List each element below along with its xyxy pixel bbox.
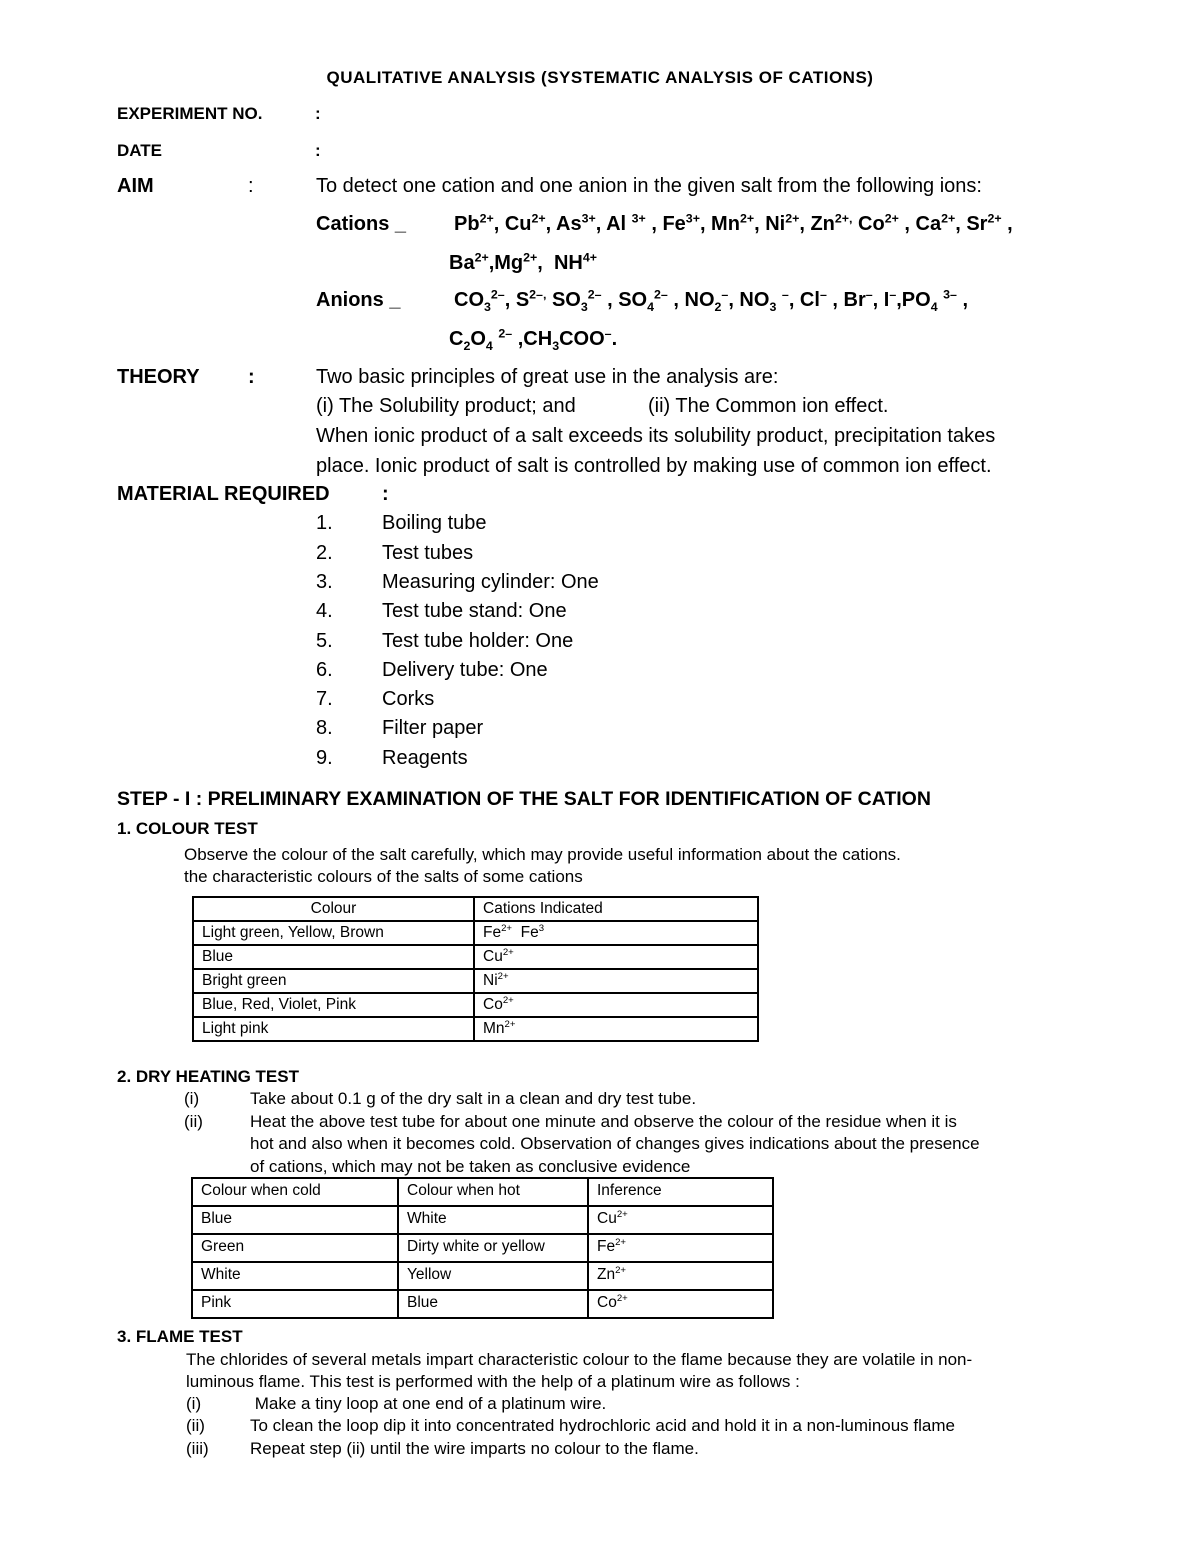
material-item: Measuring cylinder: One bbox=[382, 571, 599, 593]
material-item: Test tube holder: One bbox=[382, 630, 574, 652]
material-num: 6. bbox=[316, 659, 333, 681]
table-cell: $Cu^{2+}$ bbox=[588, 1206, 773, 1234]
table-cell: Yellow bbox=[398, 1262, 588, 1290]
material-item: Corks bbox=[382, 688, 435, 710]
experiment-colon: : bbox=[315, 104, 321, 123]
table-header: Colour when hot bbox=[398, 1178, 588, 1206]
dry-heating-heading: 2. DRY HEATING TEST bbox=[117, 1067, 299, 1086]
theory-line4: place. Ionic product of salt is controlled by making use of common ion effect. bbox=[316, 455, 992, 477]
dry-heating-ii-text2: hot and also when it becomes cold. Observation of changes gives indications about the presence bbox=[250, 1134, 980, 1153]
table-row bbox=[193, 921, 758, 945]
experiment-label: EXPERIMENT NO. bbox=[117, 104, 263, 123]
material-item: Delivery tube: One bbox=[382, 659, 548, 681]
material-colon: : bbox=[382, 483, 389, 505]
table-cell: $Fe^{2+}$ Fe$^3$ bbox=[474, 921, 758, 945]
date-colon: : bbox=[315, 141, 321, 160]
material-num: 8. bbox=[316, 717, 333, 739]
material-num: 3. bbox=[316, 571, 333, 593]
table-cell: Blue bbox=[192, 1206, 398, 1234]
theory-line3: When ionic product of a salt exceeds its solubility product, precipitation takes bbox=[316, 425, 996, 447]
flame-test-heading: 3. FLAME TEST bbox=[117, 1327, 243, 1346]
flame-test-line1: The chlorides of several metals impart characteristic colour to the flame because they are volatile in non- bbox=[186, 1350, 973, 1369]
theory-line2a: (i) The Solubility product; and bbox=[316, 395, 576, 417]
anions-list-line1: $CO_3^{2-}$, $S^{2-,}$ $SO_3^{2-}$ , $SO_4^{2-}$ , $NO_2^-$, $NO_3$ –, Cl– , Br–, $I^-,PO_4$ $^{3-}$ , bbox=[454, 287, 969, 314]
flame-test-iii-label: (iii) bbox=[186, 1439, 209, 1458]
theory-label: THEORY bbox=[117, 366, 200, 388]
table-cell: $Ni^{2+}$ bbox=[474, 969, 758, 993]
aim-colon: : bbox=[248, 175, 254, 197]
table-header: Colour bbox=[193, 897, 474, 921]
aim-label: AIM bbox=[117, 175, 154, 197]
flame-test-ii-label: (ii) bbox=[186, 1416, 205, 1435]
material-num: 4. bbox=[316, 600, 333, 622]
table-row bbox=[192, 1206, 773, 1234]
aim-text: To detect one cation and one anion in the given salt from the following ions: bbox=[316, 175, 982, 197]
table-cell: Light green, Yellow, Brown bbox=[193, 921, 474, 945]
flame-test-i-label: (i) bbox=[186, 1394, 202, 1413]
dry-heating-ii-text1: Heat the above test tube for about one minute and observe the colour of the residue when it is bbox=[250, 1112, 957, 1131]
table-row bbox=[193, 945, 758, 969]
page-title: QUALITATIVE ANALYSIS (SYSTEMATIC ANALYSIS OF CATIONS) bbox=[326, 68, 874, 87]
table-cell: $Fe^{2+}$ bbox=[588, 1234, 773, 1262]
colour-test-heading: 1. COLOUR TEST bbox=[117, 819, 258, 838]
table-cell: Blue bbox=[193, 945, 474, 969]
dry-heating-ii-label: (ii) bbox=[184, 1112, 203, 1131]
table-cell: $Cu^{2+}$ bbox=[474, 945, 758, 969]
material-item: Boiling tube bbox=[382, 512, 487, 534]
material-item: Test tube stand: One bbox=[382, 600, 567, 622]
theory-line1: Two basic principles of great use in the analysis are: bbox=[316, 366, 779, 388]
table-cell: Bright green bbox=[193, 969, 474, 993]
step1-heading: STEP - I : PRELIMINARY EXAMINATION OF THE SALT FOR IDENTIFICATION OF CATION bbox=[117, 788, 931, 810]
material-num: 1. bbox=[316, 512, 333, 534]
table-row bbox=[192, 1290, 773, 1318]
table-row bbox=[192, 1178, 773, 1206]
cations-list-line2: $Ba^{2+},Mg^{2+}$, $NH^{4+}$ bbox=[449, 250, 597, 274]
dry-heating-i-text: Take about 0.1 g of the dry salt in a clean and dry test tube. bbox=[250, 1089, 697, 1108]
theory-line2b: (ii) The Common ion effect. bbox=[648, 395, 889, 417]
dry-heating-ii-text3: of cations, which may not be taken as conclusive evidence bbox=[250, 1157, 691, 1176]
dry-heating-i-label: (i) bbox=[184, 1089, 200, 1108]
material-item: Reagents bbox=[382, 747, 468, 769]
table-row bbox=[193, 1017, 758, 1041]
colour-test-line2: the characteristic colours of the salts of some cations bbox=[184, 867, 583, 886]
table-row bbox=[192, 1262, 773, 1290]
table-header: Cations Indicated bbox=[474, 897, 758, 921]
cations-list-line1: $Pb^{2+}$, $Cu^{2+}$, $As^{3+}$, Al $^{3+}$ , $Fe^{3+}$, $Mn^{2+}$, $Ni^{2+}$, $Zn^{2+,}$ $Co^{2+}$ , $Ca^{2+}$, $Sr^{2+}$ , bbox=[454, 211, 1013, 235]
colour-test-line1: Observe the colour of the salt carefully, which may provide useful information about the cations. bbox=[184, 845, 901, 864]
date-label: DATE bbox=[117, 141, 163, 160]
anions-label: Anions _ bbox=[316, 289, 401, 311]
flame-test-ii-text: To clean the loop dip it into concentrated hydrochloric acid and hold it in a non-luminous flame bbox=[250, 1416, 955, 1435]
table-cell: $Co^{2+}$ bbox=[474, 993, 758, 1017]
table-cell: Light pink bbox=[193, 1017, 474, 1041]
anions-list-line2: $C_2O_4$ $^{2-}$ $,CH_3COO^-$. bbox=[449, 326, 618, 353]
table-header: Colour when cold bbox=[192, 1178, 398, 1206]
table-cell: $Mn^{2+}$ bbox=[474, 1017, 758, 1041]
table-cell: Blue, Red, Violet, Pink bbox=[193, 993, 474, 1017]
flame-test-iii-text: Repeat step (ii) until the wire imparts no colour to the flame. bbox=[250, 1439, 699, 1458]
table-cell: $Zn^{2+}$ bbox=[588, 1262, 773, 1290]
material-num: 7. bbox=[316, 688, 333, 710]
cations-label: Cations _ bbox=[316, 213, 407, 235]
material-num: 2. bbox=[316, 542, 333, 564]
table-header: Inference bbox=[588, 1178, 773, 1206]
table-cell: White bbox=[398, 1206, 588, 1234]
colour-table bbox=[192, 896, 759, 1042]
flame-test-line2: luminous flame. This test is performed with the help of a platinum wire as follows : bbox=[186, 1372, 800, 1391]
table-cell: $Co^{2+}$ bbox=[588, 1290, 773, 1318]
dry-heating-table bbox=[191, 1177, 774, 1319]
theory-colon: : bbox=[248, 366, 255, 388]
flame-test-i-text: Make a tiny loop at one end of a platinum wire. bbox=[250, 1394, 607, 1413]
table-cell: Green bbox=[192, 1234, 398, 1262]
material-item: Test tubes bbox=[382, 542, 474, 564]
material-num: 5. bbox=[316, 630, 333, 652]
material-label: MATERIAL REQUIRED bbox=[117, 483, 330, 505]
table-cell: White bbox=[192, 1262, 398, 1290]
table-cell: Pink bbox=[192, 1290, 398, 1318]
table-row bbox=[193, 969, 758, 993]
table-cell: Dirty white or yellow bbox=[398, 1234, 588, 1262]
table-cell: Blue bbox=[398, 1290, 588, 1318]
material-item: Filter paper bbox=[382, 717, 484, 739]
table-row bbox=[192, 1234, 773, 1262]
table-row bbox=[193, 993, 758, 1017]
table-row bbox=[193, 897, 758, 921]
material-num: 9. bbox=[316, 747, 333, 769]
